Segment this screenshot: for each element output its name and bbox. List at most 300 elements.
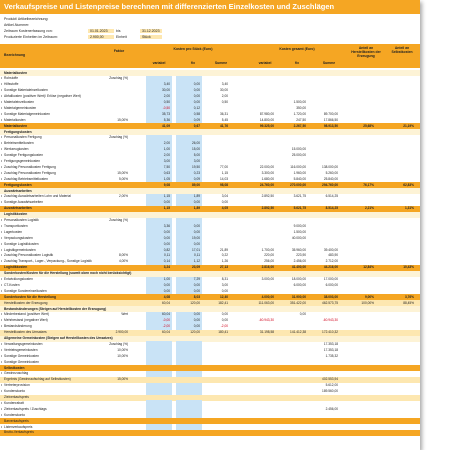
cell-gx: 351.422,00	[290, 300, 306, 305]
cell-x[interactable]: 0,00	[193, 312, 200, 317]
row-label: Materialkosten	[4, 117, 26, 122]
bullet-icon: •	[1, 200, 3, 205]
cell-f[interactable]: 8,00%	[118, 253, 128, 258]
row-label: Sonstige Logistikkosten	[4, 241, 39, 246]
cell-v[interactable]: 0,14	[163, 259, 170, 264]
cell-v[interactable]: 0,00	[163, 200, 170, 205]
cell-gx[interactable]: 247,50	[296, 117, 306, 122]
cell-gv[interactable]: 220,00	[264, 253, 274, 258]
cell-x[interactable]: 0,00	[193, 282, 200, 287]
row-label: Gewinnzuschlag	[4, 371, 29, 376]
cell-s[interactable]: 14,03	[220, 176, 228, 181]
bullet-icon: •	[1, 259, 3, 264]
cell-b: 10,43%	[403, 265, 414, 270]
cell-v: 4,08	[163, 294, 170, 299]
bullet-icon: •	[1, 135, 3, 140]
cell-gv: 24.760,00	[259, 182, 274, 187]
cell-f[interactable]: Zuschlag (%)	[109, 218, 128, 222]
cell-x[interactable]: 0,00	[193, 94, 200, 99]
row-label: Sonstige Materialgemeinkosten	[4, 111, 50, 116]
cell-s[interactable]: 8,31	[221, 277, 228, 281]
cell-s: 41,76	[220, 123, 228, 128]
cell-s[interactable]: 0,00	[221, 288, 228, 293]
cell-gs[interactable]: 483,90	[328, 253, 338, 258]
bullet-icon: •	[1, 400, 3, 405]
cell-x[interactable]: 0,00	[193, 229, 200, 234]
cell-gv[interactable]: 1.680,00	[261, 176, 274, 181]
bullet-icon: •	[1, 253, 3, 258]
cell-gs[interactable]: 89.700,00	[323, 111, 338, 116]
row-label: Vertriebsgemeinkosten	[4, 347, 38, 352]
bullet-icon: •	[1, 282, 3, 287]
cell-x[interactable]: 17,01	[192, 247, 200, 252]
cell-b: 21,19%	[403, 123, 414, 128]
cell-x[interactable]: 0,00	[193, 200, 200, 205]
cell-a: 12,84%	[363, 265, 374, 270]
cell-f[interactable]: Zuschlag (%)	[109, 341, 128, 346]
cell-s: 180,41	[218, 330, 228, 335]
row-label: Personalkosten Fertigung	[4, 135, 42, 140]
cell-x[interactable]: 0,00	[193, 241, 200, 246]
cell-v: 60,04	[162, 300, 170, 305]
cell-gs[interactable]: 2.712,00	[325, 259, 338, 264]
cell-x: 8,03	[193, 294, 200, 299]
cell-s[interactable]: 0,00	[221, 312, 228, 317]
meta-value-input[interactable]: 2.900,00	[88, 35, 114, 39]
cell-gs: 462.573,75	[322, 300, 338, 305]
row-label: Werkzeugkosten	[4, 147, 29, 152]
header-gesamt-summe: Summe	[322, 61, 336, 65]
cell-x: 23,09	[192, 265, 200, 270]
cell-x[interactable]: 19,50	[192, 164, 200, 169]
header-anteil-selbstkosten: Anteil an Selbstkosten	[391, 46, 413, 54]
meta-value2-input[interactable]: 31.12.2023	[140, 29, 162, 33]
cell-x[interactable]: 1,89	[193, 194, 200, 199]
row-label: Materialgemeinkosten	[4, 105, 37, 110]
cell-f[interactable]: Wert	[121, 312, 128, 317]
bullet-icon: •	[1, 312, 3, 317]
cell-v[interactable]: 2,00	[163, 153, 170, 158]
cell-v[interactable]: 0,00	[163, 282, 170, 287]
cell-gx[interactable]: 1.960,00	[293, 170, 306, 175]
bullet-icon: •	[1, 383, 3, 388]
cell-v[interactable]: -0,50	[162, 105, 170, 110]
cell-gv[interactable]: 87.980,00	[259, 111, 274, 116]
cell-v[interactable]: 0,00	[163, 235, 170, 240]
row-label: Sonstige Materialeinzelkosten	[4, 88, 48, 93]
row-label: Sonstige Gemeinkosten	[4, 353, 40, 358]
cell-x[interactable]: 0,00	[193, 324, 200, 329]
meta-value2-input[interactable]: Stück	[140, 35, 162, 39]
cell-gs: 172.410,32	[322, 330, 338, 335]
row-label: Fertigungsgemeinkosten	[4, 159, 41, 163]
cell-s[interactable]: 0,00	[221, 200, 228, 205]
row-label: Hilfsstoffe	[4, 82, 19, 87]
cell-v[interactable]: 0,00	[163, 241, 170, 246]
bullet-icon: •	[1, 170, 3, 175]
row-label: Verwaltungsgemeinkosten	[4, 341, 43, 346]
bullet-icon: •	[1, 100, 3, 104]
cell-gx[interactable]: 1.500,00	[293, 229, 306, 234]
row-label: Zuschlag Auswärtsarbeiten Lohn und Material	[4, 194, 71, 199]
row-label: Herstellkosten der Erzeugung	[4, 300, 48, 305]
cell-s: 27,13	[220, 265, 228, 270]
row-label: Barverkaufspreis	[4, 418, 29, 423]
cell-gv[interactable]: 3.000,00	[261, 277, 274, 281]
title-bar	[0, 0, 420, 14]
row-label: Zuschlag Personalkosten Fertigung	[4, 170, 56, 175]
cell-gx[interactable]: 2.456,00	[293, 259, 306, 264]
cell-x[interactable]: 0,11	[194, 253, 200, 258]
cell-gv[interactable]: 2.892,50	[261, 194, 274, 199]
bullet-icon: •	[1, 406, 3, 411]
cell-v[interactable]: 5,36	[163, 117, 170, 122]
cell-gs[interactable]: 189.560,00	[322, 389, 338, 394]
row-label: Sonstige Sondereinzelkosten	[4, 288, 47, 293]
row-label: Logistikkosten	[4, 212, 28, 217]
cell-gx: 270.000,00	[290, 182, 306, 187]
cell-gs: 38.003,00	[323, 294, 338, 299]
cell-gs: 98.913,50	[323, 123, 338, 128]
cell-f: 15,00%	[117, 377, 128, 382]
row-label: Zuschlag Personalkosten Logistik	[4, 253, 54, 258]
cell-v: 1,15	[163, 206, 170, 211]
bullet-icon: •	[1, 318, 3, 323]
cell-v[interactable]: 3,40	[163, 82, 170, 87]
cell-s[interactable]: 0,22	[221, 253, 228, 258]
cell-x[interactable]: 0,09	[193, 176, 200, 181]
row-label: Entwicklungskosten	[4, 277, 33, 281]
cell-f[interactable]: Zuschlag (%)	[109, 76, 128, 81]
cell-gx[interactable]: 18.000,00	[291, 277, 306, 281]
cell-x[interactable]: 0,12	[193, 105, 200, 110]
bullet-icon: •	[1, 164, 3, 169]
row-label: Logistikkosten	[4, 265, 28, 270]
cell-gx[interactable]: 3.621,75	[293, 194, 306, 199]
meta-label: Artikel-Nummer:	[4, 23, 30, 27]
cell-a: 2,21%	[364, 206, 374, 211]
cell-s[interactable]: -2,00	[220, 324, 228, 329]
row-label: Selbstkosten	[4, 365, 25, 370]
cell-a: 9,00%	[364, 294, 374, 299]
cell-b: 88,45%	[403, 300, 414, 305]
cell-x[interactable]: 26,00	[192, 141, 200, 146]
row-label: Materialeinzelkosten	[4, 100, 35, 104]
bullet-icon: •	[1, 88, 3, 93]
row-label: Fertigungskosten	[4, 182, 32, 187]
bullet-icon: •	[1, 94, 3, 99]
cell-gv[interactable]: 256,00	[264, 259, 274, 264]
row-label: Rohstoffe	[4, 76, 19, 81]
row-label: Transportkosten	[4, 223, 28, 228]
cell-x[interactable]: 0,09	[193, 117, 200, 122]
row-label: Mehrbestand (negativer Wert)	[4, 318, 48, 323]
cell-f[interactable]: 10,00%	[117, 347, 128, 352]
row-label: Verpackungskosten	[4, 235, 33, 240]
cell-v[interactable]: 1,15	[163, 194, 170, 199]
cell-gs[interactable]: 6.000,00	[325, 282, 338, 287]
cell-v[interactable]: 2,00	[163, 94, 170, 99]
cell-v[interactable]: 30,00	[162, 88, 170, 93]
cell-gv[interactable]: 14.800,00	[259, 117, 274, 122]
row-label: Zuschlag Transport-, Lager-, Verpackung-, Sonstige Logistik	[4, 259, 92, 264]
bullet-icon: •	[1, 341, 3, 346]
meta-value-input[interactable]: 01.01.2023	[88, 29, 114, 33]
header-anteil-herstellkosten: Anteil an Herstellkosten der Erzeugung	[351, 46, 381, 58]
cell-v[interactable]: 7,50	[163, 164, 170, 169]
cell-f[interactable]: 2,00%	[118, 194, 128, 199]
row-label: Abfallkosten (positiver Wert)/ Erlöse (negativer Wert)	[4, 94, 81, 99]
cell-f[interactable]: 4,00%	[118, 259, 128, 264]
cell-x[interactable]: 5,00	[193, 153, 200, 158]
cell-s[interactable]: 77,00	[220, 164, 228, 169]
cell-x[interactable]: 19,00	[192, 235, 200, 240]
row-label: Lagerkosten	[4, 229, 23, 234]
cell-x[interactable]: 0,23	[193, 170, 200, 175]
cell-b: 62,83%	[403, 182, 414, 187]
cell-x[interactable]: 0,00	[193, 223, 200, 228]
cell-gx[interactable]: 1.500,00	[293, 100, 306, 104]
row-label: Zuschlag Personalkosten Fertigung	[4, 164, 56, 169]
row-label: Herstellkosten des Umsatzes	[4, 330, 47, 335]
header-kosten-gesamt: Kosten gesamt (Euro)	[279, 47, 315, 51]
cell-gs[interactable]: 39.400,00	[323, 247, 338, 252]
bullet-icon: •	[1, 194, 3, 199]
cell-gx[interactable]: 0,00	[299, 312, 306, 317]
cell-s[interactable]: 1,26	[221, 259, 228, 264]
cell-b: 3,76%	[404, 294, 414, 299]
cell-f[interactable]: 15,00%	[117, 170, 128, 175]
cell-gx[interactable]: 9.000,00	[293, 223, 306, 228]
cell-gx[interactable]: 116.000,00	[290, 164, 306, 169]
cell-v[interactable]: 0,50	[163, 100, 170, 104]
bullet-icon: •	[1, 353, 3, 358]
row-label: Logistikgemeinkosten	[4, 247, 36, 252]
row-label: Zuschlag Betriebsmittelkosten	[4, 176, 48, 181]
cell-gs[interactable]: 17.000,00	[323, 277, 338, 281]
cell-v[interactable]: 3,36	[163, 223, 170, 228]
cell-gs[interactable]: 6.514,25	[325, 194, 338, 199]
row-label: Bestandsänderung	[4, 324, 32, 329]
cell-x[interactable]: 1,12	[193, 259, 200, 264]
row-label: Auswärtsarbeiten	[4, 188, 32, 193]
bullet-icon: •	[1, 324, 3, 329]
row-label: Ergebnis (Gewinnaufschlag auf Selbstkosten)	[4, 377, 71, 382]
bullet-icon: •	[1, 424, 3, 429]
cell-gs[interactable]: 17.353,18	[323, 347, 338, 352]
bullet-icon: •	[1, 389, 3, 394]
cell-v[interactable]: 0,00	[163, 288, 170, 293]
cell-gs[interactable]: 25.840,00	[323, 176, 338, 181]
row-label: Sonstige Fertigungskosten	[4, 153, 44, 158]
bullet-icon: •	[1, 371, 3, 376]
cell-gv: 2.816,00	[261, 265, 274, 270]
row-label: Auswärtsarbeiten	[4, 206, 32, 211]
cell-v: 3,24	[163, 265, 170, 270]
cell-gs: 8.514,25	[325, 206, 338, 211]
cell-v[interactable]: -0,00	[162, 318, 170, 323]
cell-v: 9,08	[163, 182, 170, 187]
cell-gs: 294.760,00	[322, 182, 338, 187]
cell-v[interactable]: 1,05	[163, 176, 170, 181]
cell-gs[interactable]: 17.866,50	[323, 117, 338, 122]
cell-s[interactable]: 3,00	[221, 282, 228, 287]
cell-x[interactable]: 3,00	[193, 159, 200, 163]
cell-f[interactable]: Zuschlag (%)	[109, 135, 128, 140]
row-label: Minderbestand (positiver Wert)	[4, 312, 50, 317]
cell-gv[interactable]: -60.943,30	[258, 318, 274, 323]
cell-s: 12,40	[220, 294, 228, 299]
row-label: Sonderkosten für die Herstellung	[4, 294, 57, 299]
cell-gx[interactable]: 40.000,00	[291, 235, 306, 240]
cell-s[interactable]: 30,00	[220, 88, 228, 93]
row-label: Fertigungskosten	[4, 129, 32, 134]
header-variabel: variabel	[152, 61, 166, 65]
cell-gv: 111.063,00	[258, 300, 274, 305]
bullet-icon: •	[1, 288, 3, 293]
bullet-icon: •	[1, 76, 3, 81]
cell-gx[interactable]: 15.000,00	[291, 147, 306, 152]
header-fix: fix	[191, 61, 195, 65]
row-label: Listenverkaufspreis	[4, 424, 33, 429]
cell-gx: 41.400,00	[291, 265, 306, 270]
bullet-icon: •	[1, 247, 3, 252]
cell-x[interactable]: 0,00	[193, 100, 200, 104]
cell-s[interactable]: 21,89	[220, 247, 228, 252]
cell-x[interactable]: 7,29	[193, 277, 200, 281]
cell-gx[interactable]: 350,00	[296, 105, 306, 110]
cell-gs[interactable]: 138.000,00	[322, 164, 338, 169]
cell-gv: 2.892,50	[261, 206, 274, 211]
header-gesamt-variabel: variabel	[258, 61, 272, 65]
cell-x: 0,67	[193, 123, 200, 128]
meta-label: Produzierte Einheiten im Zeitraum:	[4, 35, 58, 39]
bullet-icon: •	[1, 111, 3, 116]
row-label: Kundenrabatt	[4, 400, 24, 405]
header-summe: Summe	[214, 61, 228, 65]
cell-v[interactable]: 0,11	[164, 253, 170, 258]
bullet-icon: •	[1, 223, 3, 228]
cell-f[interactable]: 15,00%	[117, 117, 128, 122]
cell-f[interactable]: 5,00%	[118, 176, 128, 181]
cell-x: 120,00	[190, 330, 200, 335]
cell-v[interactable]: 2,00	[163, 141, 170, 146]
meta-label: Zeitraum Kostenerfassung von:	[4, 29, 53, 33]
cell-gv[interactable]: 22.000,00	[259, 164, 274, 169]
cell-s[interactable]: 36,31	[220, 111, 228, 116]
cell-x[interactable]: 0,00	[193, 288, 200, 293]
cell-v: 60,04	[162, 330, 170, 335]
meta-label: Produkt/ Artikelbezeichnung:	[4, 17, 49, 21]
cell-gs[interactable]: 5.260,00	[325, 170, 338, 175]
cell-s: 98,08	[220, 182, 228, 187]
cell-a: 76,17%	[363, 182, 374, 187]
bullet-icon: •	[1, 277, 3, 281]
cell-gx: 5.621,75	[293, 206, 306, 211]
cell-s[interactable]: 0,00	[221, 318, 228, 323]
bullet-icon: •	[1, 141, 3, 146]
cell-v[interactable]: 3,00	[163, 159, 170, 163]
row-label: Kundenskonto	[4, 389, 26, 394]
cell-gx[interactable]: 35.960,00	[291, 247, 306, 252]
cell-x[interactable]: 0,00	[193, 82, 200, 87]
cell-b: 1,31%	[404, 206, 414, 211]
cell-v[interactable]: 0,63	[163, 170, 170, 175]
cell-gx: 2.267,50	[293, 123, 306, 128]
cell-gx[interactable]: 1.720,00	[293, 111, 306, 116]
cell-v[interactable]: 1,00	[163, 147, 170, 152]
bullet-icon: •	[1, 235, 3, 240]
cell-gx[interactable]: 6.000,00	[293, 282, 306, 287]
cell-gs[interactable]: 2.456,00	[325, 406, 338, 411]
cell-s[interactable]: 0,50	[221, 100, 228, 104]
cell-gs[interactable]: -60.943,30	[322, 318, 338, 323]
cell-s: 4,05	[221, 206, 228, 211]
bullet-icon: •	[1, 176, 3, 181]
cell-x: 89,00	[192, 182, 200, 187]
cell-gs[interactable]: 17.353,18	[323, 341, 338, 346]
cell-v[interactable]: 60,04	[162, 312, 170, 317]
bullet-icon: •	[1, 147, 3, 152]
cell-f[interactable]: 10,00%	[117, 353, 128, 358]
cell-a: 25,68%	[363, 123, 374, 128]
cell-gv[interactable]: 1.700,00	[261, 247, 274, 252]
cell-v[interactable]: -2,00	[162, 324, 170, 329]
cell-v[interactable]: 1,00	[163, 277, 170, 281]
bullet-icon: •	[1, 229, 3, 234]
row-label: Allgemeine Gemeinkosten (Steigen auf Herstellkosten des Umsatzes)	[4, 336, 113, 340]
cell-gx[interactable]: 25.000,00	[291, 153, 306, 158]
cell-gx: 31.900,00	[291, 294, 306, 299]
header-gesamt-fix: fix	[295, 61, 299, 65]
row-label: CT-Kosten	[4, 282, 20, 287]
cell-s[interactable]: 3,04	[221, 194, 228, 199]
cell-s[interactable]: 5,45	[221, 117, 228, 122]
cell-s[interactable]: 1,15	[221, 170, 228, 175]
row-label: Zielverkaufspreis / Zuschlags	[4, 406, 47, 411]
cell-gs[interactable]: 5.612,00	[325, 383, 338, 388]
row-label: Zielverkaufspreis	[4, 395, 29, 399]
cell-v[interactable]: 0,82	[163, 247, 170, 252]
cell-v[interactable]: 0,00	[163, 229, 170, 234]
cell-v[interactable]: 35,73	[162, 111, 170, 116]
cell-gv: 4.000,00	[261, 294, 274, 299]
cell-gs: 402.553,94	[322, 377, 338, 382]
cell-gx[interactable]: 5.840,00	[293, 176, 306, 181]
cell-gv[interactable]: 3.300,00	[261, 170, 274, 175]
cell-gs[interactable]: 1.735,32	[325, 353, 338, 358]
cell-x[interactable]: 15,00	[192, 147, 200, 152]
bullet-icon: •	[1, 159, 3, 163]
cell-gx[interactable]: 223,90	[296, 253, 306, 258]
cell-x[interactable]: 0,00	[193, 88, 200, 93]
bullet-icon: •	[1, 412, 3, 417]
cell-s[interactable]: 2,00	[221, 94, 228, 99]
cell-s: 182,41	[218, 300, 228, 305]
cell-s[interactable]: 3,40	[221, 82, 228, 87]
row-label: Brutto-Verkaufspreis	[4, 430, 34, 435]
row-label: Kundenskonto	[4, 412, 26, 417]
header-faktor: Faktor	[113, 49, 125, 53]
cell-x[interactable]: 0,58	[193, 111, 200, 116]
row-label: Vertreterprovision	[4, 383, 30, 388]
cell-gx: 141.412,38	[290, 330, 306, 335]
bullet-icon: •	[1, 117, 3, 122]
row-label: Sonderkosten/Kosten für die Herstellung (soweit oben noch nicht berücksichtigt)	[4, 271, 132, 276]
summary-row	[0, 430, 420, 436]
cell-x[interactable]: 0,00	[193, 318, 200, 323]
bullet-icon: •	[1, 82, 3, 87]
